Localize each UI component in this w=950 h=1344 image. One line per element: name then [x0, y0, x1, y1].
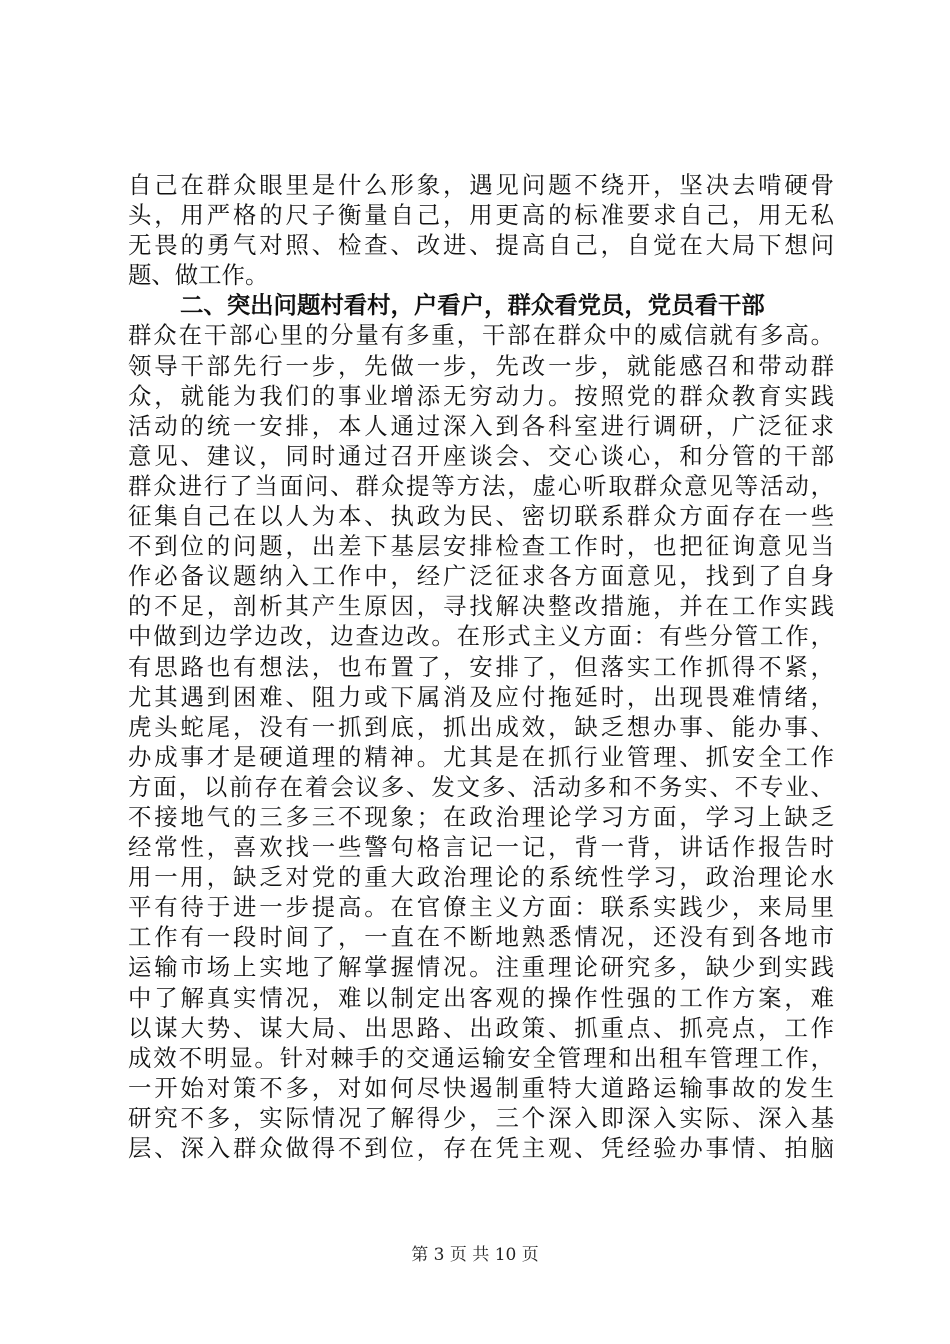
text-line: 征集自己在以人为本、执政为民、密切联系群众方面存在一些 — [128, 502, 834, 531]
text-line: 层、深入群众做得不到位，存在凭主观、凭经验办事情、拍脑 — [128, 1134, 834, 1162]
text-line: 用一用，缺乏对党的重大政治理论的系统性学习，政治理论水 — [128, 863, 834, 892]
text-line: 自己在群众眼里是什么形象，遇见问题不绕开，坚决去啃硬骨 — [128, 171, 834, 199]
text-line: 工作有一段时间了，一直在不断地熟悉情况，还没有到各地市 — [128, 923, 834, 952]
text-line: 经常性，喜欢找一些警句格言记一记，背一背，讲话作报告时 — [128, 833, 834, 862]
text-line: 办成事才是硬道理的精神。尤其是在抓行业管理、抓安全工作 — [128, 742, 834, 771]
text-line: 平有待于进一步提高。在官僚主义方面：联系实践少，来局里 — [128, 893, 834, 922]
text-line: 意见、建议，同时通过召开座谈会、交心谈心，和分管的干部 — [128, 441, 834, 470]
text-line: 有思路也有想法，也布置了，安排了，但落实工作抓得不紧， — [128, 652, 834, 681]
text-line: 活动的统一安排，本人通过深入到各科室进行调研，广泛征求 — [128, 411, 834, 440]
text-line: 中做到边学边改，边查边改。在形式主义方面：有些分管工作， — [128, 622, 834, 651]
text-line: 题、做工作。 — [128, 261, 269, 290]
text-line: 以谋大势、谋大局、出思路、出政策、抓重点、抓亮点，工作 — [128, 1013, 834, 1042]
section-heading: 二、突出问题村看村，户看户，群众看党员，党员看干部 — [180, 291, 765, 320]
text-line: 头，用严格的尺子衡量自己，用更高的标准要求自己，用无私 — [128, 201, 834, 230]
text-line: 尤其遇到困难、阻力或下属消及应付拖延时，出现畏难情绪， — [128, 682, 834, 711]
page-number-footer: 第 3 页 共 10 页 — [411, 1245, 539, 1265]
text-line: 作必备议题纳入工作中，经广泛征求各方面意见，找到了自身 — [128, 562, 834, 591]
text-line: 成效不明显。针对棘手的交通运输安全管理和出租车管理工作， — [128, 1043, 834, 1072]
text-line: 运输市场上实地了解掌握情况。注重理论研究多，缺少到实践 — [128, 953, 834, 982]
text-line: 无畏的勇气对照、检查、改进、提高自己，自觉在大局下想问 — [128, 231, 834, 260]
text-line: 不接地气的三多三不现象；在政治理论学习方面，学习上缺乏 — [128, 802, 834, 831]
text-line: 一开始对策不多，对如何尽快遏制重特大道路运输事故的发生 — [128, 1073, 834, 1102]
document-body — [128, 170, 834, 1163]
text-line: 群众进行了当面问、群众提等方法，虚心听取群众意见等活动， — [128, 471, 834, 500]
text-line: 领导干部先行一步，先做一步，先改一步，就能感召和带动群 — [128, 351, 834, 380]
text-line: 虎头蛇尾，没有一抓到底，抓出成效，缺乏想办事、能办事、 — [128, 712, 834, 741]
text-line: 方面，以前存在着会议多、发文多、活动多和不务实、不专业、 — [128, 772, 834, 801]
text-line: 中了解真实情况，难以制定出客观的操作性强的工作方案，难 — [128, 983, 834, 1012]
text-line: 研究不多，实际情况了解得少，三个深入即深入实际、深入基 — [128, 1103, 834, 1132]
text-line: 不到位的问题，出差下基层安排检查工作时，也把征询意见当 — [128, 532, 834, 561]
text-line: 群众在干部心里的分量有多重，干部在群众中的威信就有多高。 — [128, 321, 834, 350]
text-line: 的不足，剖析其产生原因，寻找解决整改措施，并在工作实践 — [128, 592, 834, 621]
text-line: 众，就能为我们的事业增添无穷动力。按照党的群众教育实践 — [128, 381, 834, 410]
